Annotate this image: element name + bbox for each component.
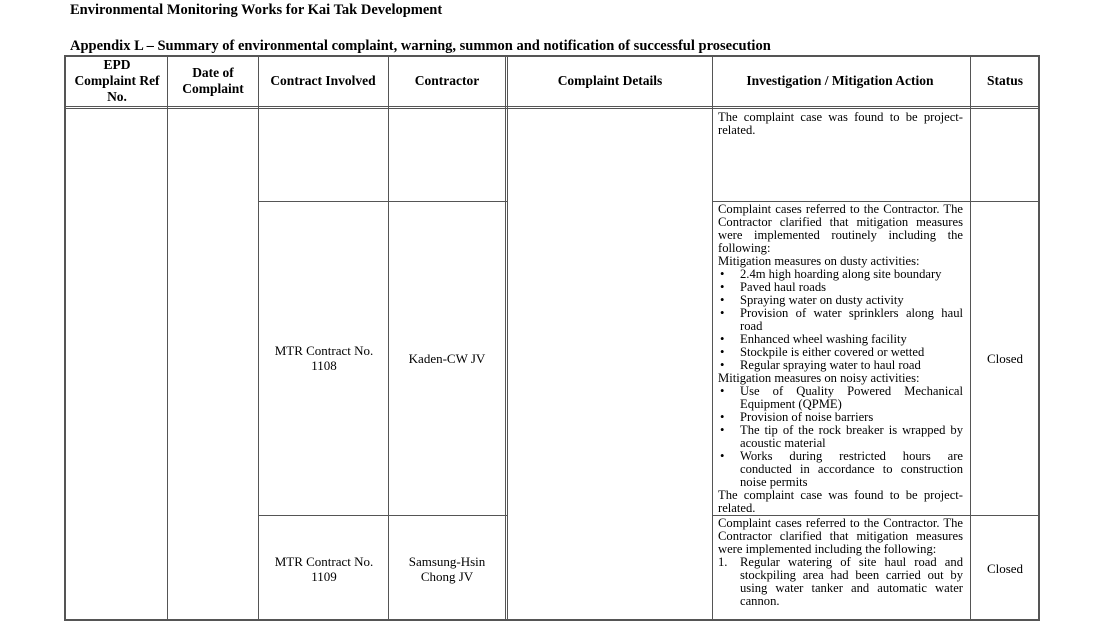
list-item: • Provision of water sprinklers along haul road (740, 307, 963, 333)
column-divider (167, 55, 168, 621)
investigation-text (718, 517, 963, 608)
column-divider (970, 55, 971, 621)
dusty-list (718, 268, 963, 372)
list-item: • Spraying water on dusty activity (740, 294, 963, 307)
noisy-list (718, 385, 963, 489)
column-divider (505, 55, 506, 621)
contract-cell: MTR Contract No. 1108 (274, 343, 374, 373)
list-item: • 2.4m high hoarding along site boundary (740, 268, 963, 281)
intro-text: Complaint cases referred to the Contractor. The Contractor clarified that mitigation measures were implemented routinely including the following: (718, 202, 963, 255)
list-item: • Enhanced wheel washing facility (740, 333, 963, 346)
contractor-cell: Kaden-CW JV (408, 350, 486, 366)
list-item-text: Regular watering of site haul road and stockpiling area had been carried out by using water tanker and automatic water cannon. (740, 555, 963, 608)
header-date: Date of Complaint (182, 65, 244, 96)
document-title: Environmental Monitoring Works for Kai Tak Development (70, 2, 443, 18)
status-cell: Closed (986, 561, 1024, 576)
list-item: • The tip of the rock breaker is wrapped by acoustic material (740, 424, 963, 450)
numbered-list (718, 556, 963, 608)
header-divider-double (64, 108, 1040, 109)
list-item (718, 555, 963, 608)
investigation-text (718, 203, 963, 515)
conclusion-text: The complaint case was found to be project-related. (718, 488, 963, 515)
header-investigation: Investigation / Mitigation Action (746, 73, 934, 88)
appendix-title: Appendix L – Summary of environmental complaint, warning, summon and notification of successful prosecution (70, 38, 771, 54)
investigation-text (718, 111, 963, 137)
list-item: • Works during restricted hours are conducted in accordance to construction noise permits (740, 450, 963, 489)
intro-text: Complaint cases referred to the Contractor. The Contractor clarified that mitigation measures were implemented including the following: (718, 516, 963, 556)
list-item: • Paved haul roads (740, 281, 963, 294)
contractor-cell: Samsung-Hsin Chong JV (408, 553, 486, 584)
column-divider (258, 55, 259, 621)
header-divider (64, 106, 1040, 107)
list-item: • Provision of noise barriers (740, 411, 963, 424)
contract-cell: MTR Contract No. 1109 (274, 553, 374, 584)
list-item: • Stockpile is either covered or wetted (740, 346, 963, 359)
list-item: • Regular spraying water to haul road (740, 359, 963, 372)
status-cell: Closed (986, 350, 1024, 366)
header-contract: Contract Involved (270, 73, 376, 88)
header-ref-no: EPD Complaint Ref No. (74, 57, 160, 104)
column-divider (507, 55, 508, 621)
header-status: Status (986, 73, 1023, 88)
header-contractor: Contractor (414, 73, 480, 88)
column-divider (712, 55, 713, 621)
column-divider (388, 55, 389, 621)
dusty-heading: Mitigation measures on dusty activities: (718, 254, 920, 268)
list-item: • Use of Quality Powered Mechanical Equipment (QPME) (740, 385, 963, 411)
list-number: 1. (718, 555, 728, 569)
conclusion-text: The complaint case was found to be project-related. (718, 110, 963, 137)
header-complaint-details: Complaint Details (557, 73, 663, 88)
noisy-heading: Mitigation measures on noisy activities: (718, 371, 920, 385)
